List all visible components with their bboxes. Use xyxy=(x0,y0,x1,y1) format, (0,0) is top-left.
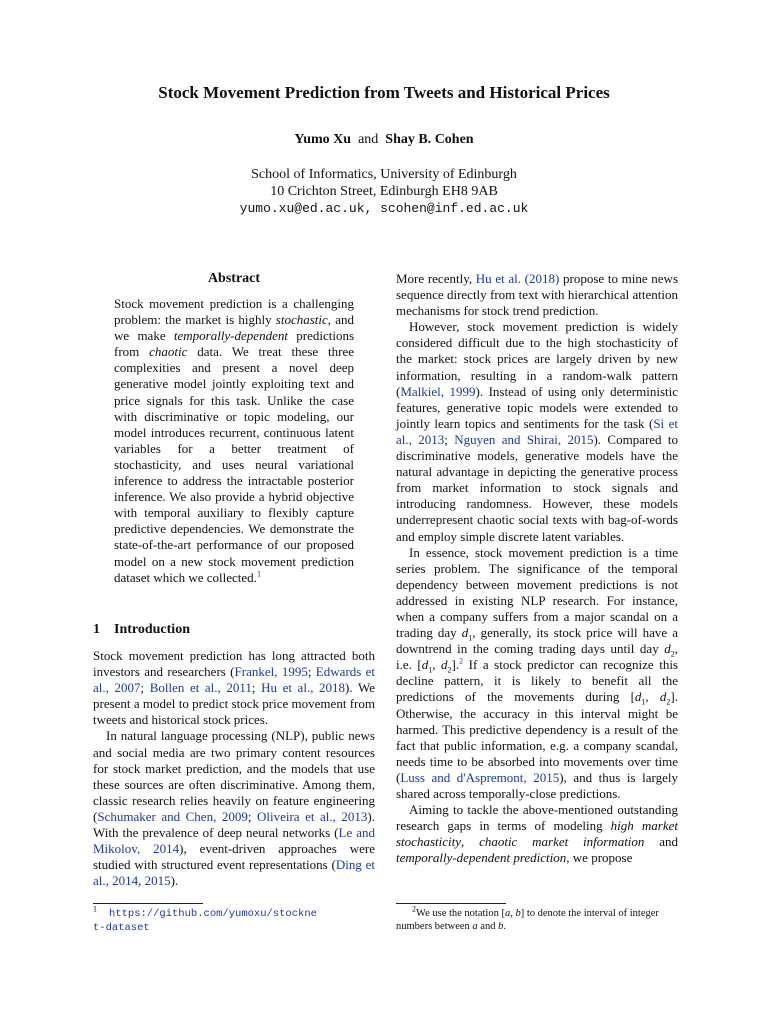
abstract-heading: Abstract xyxy=(207,271,261,286)
author-1: Yumo Xu xyxy=(294,132,352,147)
right-paragraph-4: Aiming to tackle the above-mentioned outstanding research gaps in terms of modeling high market stochasticity, chaotic market information and temporally-dependent prediction, we propose xyxy=(396,802,678,866)
right-paragraph-3: In essence, stock movement prediction is a time series problem. The significance of the temporal dependency between movement predictions is not addressed in existing NLP research. For instance, when a company suffers from a major scandal on a trading day $d_1$, generally, its stock price will have a downtrend in the coming trading days until day $d_2$, i.e. [$d_1$, $d_2].^2$ If a stock predictor can recognize this decline pattern, it is likely to benefit all the predictions of the movements during [$d_1$, $d_2$]. Otherwise, the accuracy in this interval might be harmed. This predictive dependency is a result of the fact that public information, e.g. a company scandal, needs time to be absorbed into movements over time (Luss and d'Aspremont, 2015), and thus is largely shared across temporally-close predictions. xyxy=(396,544,679,801)
citation-link[interactable]: Le and Mikolov, 2014 xyxy=(93,825,376,857)
right-paragraph-1: More recently, Hu et al. (2018) propose to mine news sequence directly from text with hierarchical attention mechanisms for stock trend prediction. xyxy=(396,271,678,319)
affiliation-line-1: School of Informatics, University of Edinburgh xyxy=(251,167,517,182)
footnote-rule-left xyxy=(93,903,203,904)
right-paragraph-2: However, stock movement prediction is widely considered difficult due to the high stochasticity of the market: stock prices are largely driven by new information, resulting in a random-walk pattern (Malkiel, 1999). Instead of using only deterministic features, generative topic models were extended to jointly learn topics and sentiments for the task (Si et al., 2013; Nguyen and Shirai, 2015). Compared to discriminative models, generative models have the natural advantage in depicting the generative process from market information to stock signals and introducing randomness. However, these models underrepresent chaotic social texts with bag-of-words and employ simple discrete latent variables. xyxy=(396,319,678,544)
affiliation xyxy=(0,166,768,217)
footnote-marker-1[interactable]: 1 xyxy=(256,569,261,579)
author-line xyxy=(0,132,768,148)
affiliation-line-2: 10 Crichton Street, Edinburgh EH8 9AB xyxy=(270,184,498,199)
citation-link[interactable]: Ding et al., 2014 xyxy=(93,857,375,889)
citation-link[interactable]: Hu et al., 2018 xyxy=(261,680,346,696)
footnote-2: $^2$We use the notation [a, b] to denote the interval of integer numbers between a and b. xyxy=(396,904,659,932)
section-heading-introduction: 1 Introduction xyxy=(93,622,190,637)
citation-link[interactable]: Oliveira et al., 2013 xyxy=(256,808,368,824)
citation-link[interactable]: Luss and d'Aspremont, 2015 xyxy=(400,769,560,785)
citation-link[interactable]: Si et al., 2013 xyxy=(396,415,678,447)
intro-paragraph-2: In natural language processing (NLP), public news and social media are two primary content resources for stock market prediction, and the models that use these sources are often discriminative. Among them, classic research relies heavily on feature engineering (Schumaker and Chen, 2009; Oliveira et al., 2013). With the prevalence of deep neural networks (Le and Mikolov, 2014), event-driven approaches were studied with structured event representations (Ding et al., 2014, 2015). xyxy=(93,728,376,889)
paper-title: Stock Movement Prediction from Tweets and Historical Prices xyxy=(158,83,610,102)
citation-link[interactable]: 2015 xyxy=(144,873,171,889)
footnote-1: $^1$ https://github.com/yumoxu/stocknet-dataset xyxy=(93,904,317,934)
footnote-url-link[interactable]: https://github.com/yumoxu/stocknet-dataset xyxy=(93,908,317,934)
citation-link[interactable]: Nguyen and Shirai, 2015 xyxy=(454,431,594,447)
citation-link[interactable]: Frankel, 1995 xyxy=(234,664,308,680)
abstract-body: Stock movement prediction is a challenging problem: the market is highly stochastic, and we make temporally-dependent predictions from chaotic data. We treat these three complexities and present a novel deep generative model jointly exploiting text and price signals for this task. Unlike the case with discriminative or topic modeling, our model introduces recurrent, continuous latent variables for a better treatment of stochasticity, and uses neural variational inference to address the intractable posterior inference. We also provide a hybrid objective with temporal auxiliary to flexibly capture predictive dependencies. We demonstrate the state-of-the-art performance of our proposed model on a new stock movement prediction dataset which we collected.$^1$ xyxy=(114,296,354,585)
author-emails: yumo.xu@ed.ac.uk, scohen@inf.ed.ac.uk xyxy=(239,201,529,216)
citation-link[interactable]: Malkiel, 1999 xyxy=(400,383,476,399)
citation-link[interactable]: Edwards et al., 2007 xyxy=(93,664,375,696)
right-column xyxy=(396,271,678,866)
author-2: Shay B. Cohen xyxy=(385,132,474,147)
citation-link[interactable]: Bollen et al., 2011 xyxy=(149,680,252,696)
footnote-marker-2[interactable]: 2 xyxy=(459,656,464,666)
citation-link[interactable]: Hu et al. (2018) xyxy=(475,271,560,286)
intro-left-column xyxy=(93,648,375,889)
citation-link[interactable]: Schumaker and Chen, 2009 xyxy=(97,808,248,824)
intro-paragraph-1: Stock movement prediction has long attracted both investors and researchers (Frankel, 1995; Edwards et al., 2007; Bollen et al., 2011; Hu et al., 2018). We present a model to predict stock price movement from tweets and historical stock prices. xyxy=(93,648,375,728)
author-and: and xyxy=(358,132,379,147)
